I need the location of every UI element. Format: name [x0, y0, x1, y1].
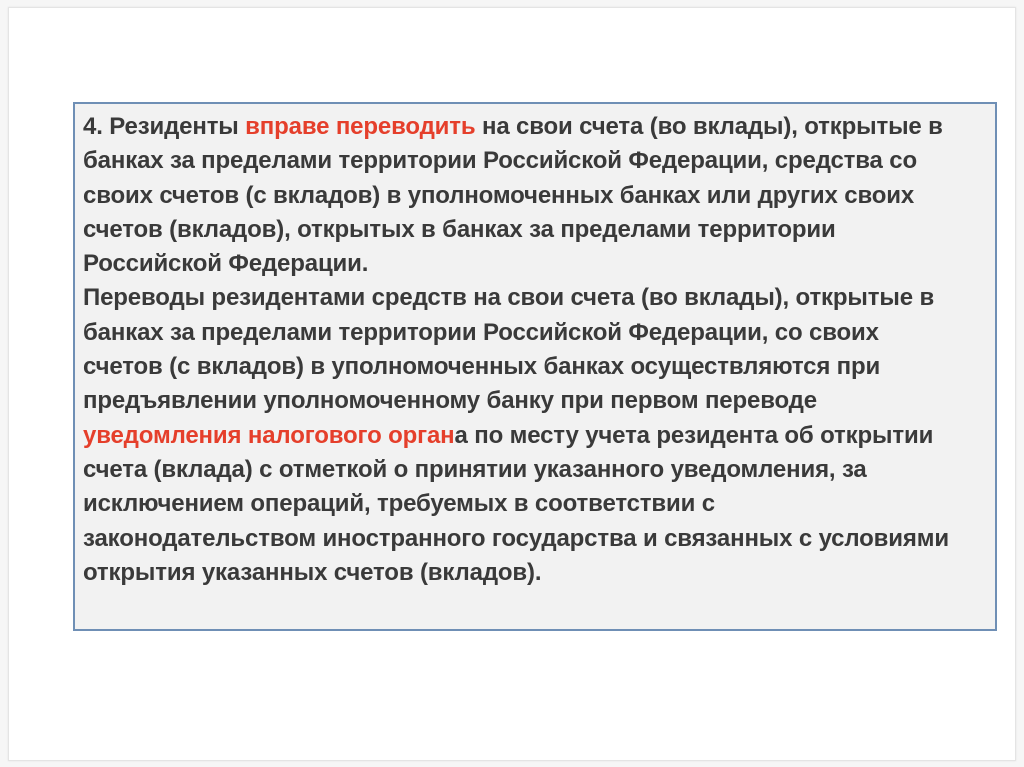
text-segment: на свои счета (во вклады), открытые в — [475, 113, 943, 140]
text-line: банках за пределами территории Российской Федерации, со своих — [83, 318, 879, 346]
text-line — [83, 110, 989, 144]
highlight-text: уведомления налогового орган — [83, 421, 455, 449]
text-line: счета (вклада) с отметкой о принятии указанного уведомления, за — [83, 455, 867, 483]
text-line: исключением операций, требуемых в соответствии с — [83, 490, 715, 518]
text-line: своих счетов (с вкладов) в уполномоченных банках или других своих — [83, 181, 915, 209]
text-box — [73, 102, 997, 631]
highlight-text: вправе переводить — [245, 113, 476, 140]
text-line: предъявлении уполномоченному банку при первом переводе — [83, 387, 817, 415]
text-line: законодательством иностранного государства и связанных с условиями — [83, 524, 949, 552]
text-segment: а по месту учета резидента об открытии — [454, 421, 934, 449]
text-segment: 4. Резиденты — [83, 113, 246, 140]
text-line — [83, 419, 989, 453]
text-line: банках за пределами территории Российской Федерации, средства со — [83, 147, 917, 175]
text-line: Переводы резидентами средств на свои счета (во вклады), открытые в — [83, 284, 935, 312]
text-line: Российской Федерации. — [83, 250, 369, 278]
text-line: счетов (вкладов), открытых в банках за пределами территории — [83, 215, 836, 243]
text-line: открытия указанных счетов (вкладов). — [83, 558, 542, 586]
content-text — [83, 110, 989, 590]
slide — [8, 7, 1016, 761]
text-line: счетов (с вкладов) в уполномоченных банках осуществляются при — [83, 353, 881, 381]
